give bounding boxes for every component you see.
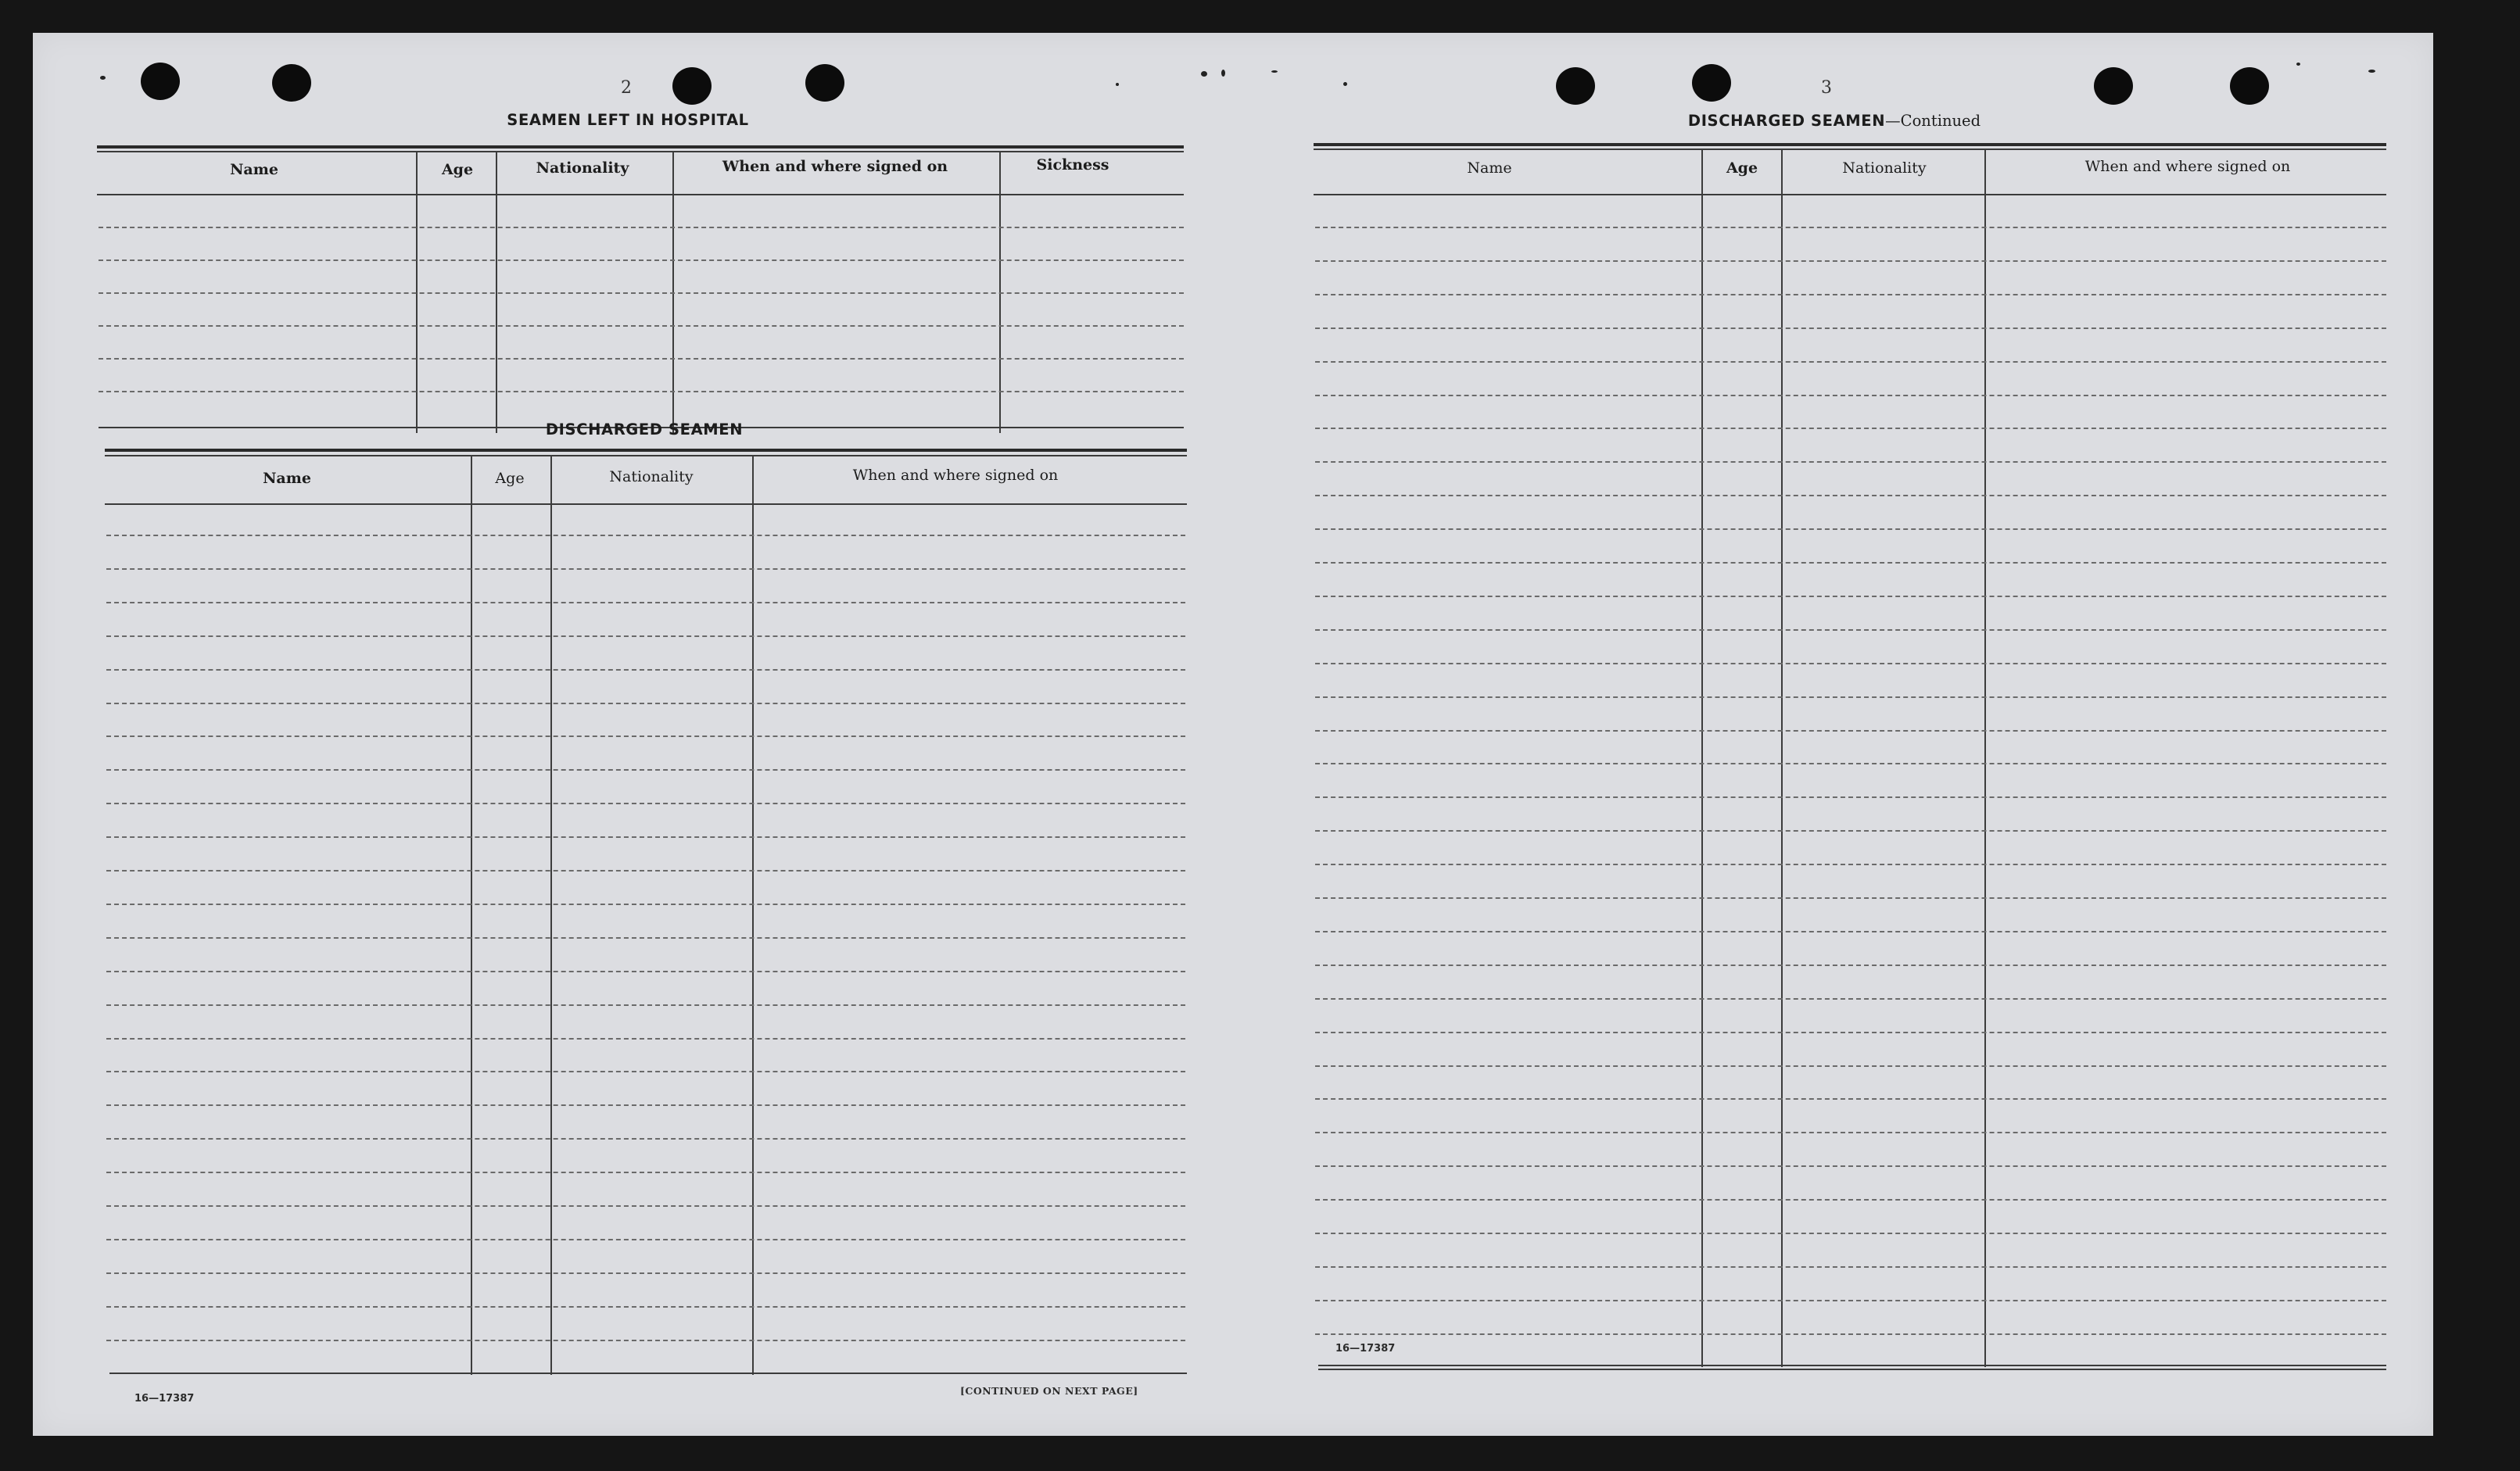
entry-line: [1315, 1233, 2386, 1234]
entry-line: [1315, 1032, 2386, 1033]
entry-line: [1315, 327, 2386, 329]
continued-note: [CONTINUED ON NEXT PAGE]: [960, 1385, 1138, 1397]
entry-line: [106, 568, 1185, 570]
section-rule: [97, 145, 1184, 149]
entry-line: [106, 1340, 1185, 1341]
column-divider: [1781, 149, 1783, 1367]
entry-line: [1315, 998, 2386, 1000]
page-number: 2: [621, 78, 632, 98]
entry-line: [1315, 260, 2386, 262]
entry-line: [106, 1172, 1185, 1173]
column-divider: [752, 456, 754, 1375]
col-header-name: Name: [1467, 159, 1512, 177]
entry-line: [1315, 796, 2386, 798]
entry-line: [1315, 495, 2386, 496]
section-title-suffix: —Continued: [1885, 112, 1981, 130]
hospital-section-title: SEAMEN LEFT IN HOSPITAL: [507, 111, 749, 129]
section-title-text: DISCHARGED SEAMEN: [1687, 112, 1886, 130]
right-page: [1229, 33, 2433, 1436]
entry-line: [106, 635, 1185, 637]
col-header-name: Name: [230, 161, 278, 178]
entry-line: [106, 904, 1185, 905]
col-header-age: Age: [495, 470, 525, 487]
section-rule: [1314, 149, 2386, 150]
entry-line: [1315, 461, 2386, 463]
header-rule: [1314, 194, 2386, 195]
entry-line: [99, 325, 1184, 327]
page-number: 3: [1821, 78, 1832, 98]
section-rule: [105, 449, 1187, 452]
entry-line: [106, 1239, 1185, 1240]
col-header-sickness: Sickness: [1036, 156, 1109, 174]
entry-line: [106, 736, 1185, 737]
section-rule: [1314, 143, 2386, 146]
header-rule: [97, 194, 1184, 195]
entry-line: [1315, 830, 2386, 832]
page-bottom-rule: [109, 1373, 1187, 1374]
entry-line: [99, 358, 1184, 360]
entry-line: [106, 669, 1185, 671]
entry-line: [106, 602, 1185, 603]
entry-line: [106, 937, 1185, 939]
entry-line: [1315, 763, 2386, 764]
entry-line: [106, 870, 1185, 872]
entry-line: [1315, 897, 2386, 899]
entry-line: [1315, 965, 2386, 966]
entry-line: [1315, 629, 2386, 631]
header-rule: [105, 503, 1187, 505]
entry-line: [1315, 931, 2386, 932]
entry-line: [99, 391, 1184, 392]
entry-line: [106, 1272, 1185, 1274]
column-divider: [471, 456, 472, 1375]
page-bottom-rule: [1318, 1369, 2386, 1370]
entry-line: [1315, 1333, 2386, 1335]
entry-line: [106, 803, 1185, 804]
entry-line: [106, 1004, 1185, 1006]
entry-line: [1315, 428, 2386, 429]
entry-line: [1315, 294, 2386, 295]
section-rule: [105, 455, 1187, 456]
col-header-when-where: When and where signed on: [2084, 158, 2291, 175]
entry-line: [106, 1104, 1185, 1106]
entry-line: [1315, 1165, 2386, 1167]
col-header-when-where: When and where signed on: [722, 158, 948, 175]
entry-line: [106, 1038, 1185, 1040]
entry-line: [1315, 562, 2386, 564]
section-rule: [97, 151, 1184, 152]
column-divider: [1701, 149, 1703, 1367]
entry-line: [1315, 730, 2386, 732]
page-bottom-rule: [1318, 1365, 2386, 1366]
col-header-nationality: Nationality: [1842, 159, 1927, 177]
document-sheet: [33, 33, 2433, 1436]
entry-line: [99, 227, 1184, 228]
entry-line: [106, 535, 1185, 536]
entry-line: [106, 1205, 1185, 1207]
left-page: [33, 33, 1229, 1436]
col-header-name: Name: [263, 470, 311, 487]
form-number: 16—17387: [134, 1393, 195, 1405]
entry-line: [1315, 663, 2386, 664]
entry-line: [1315, 596, 2386, 597]
col-header-nationality: Nationality: [536, 159, 629, 177]
discharged-section-title: DISCHARGED SEAMEN: [545, 421, 744, 438]
entry-line: [1315, 361, 2386, 363]
entry-line: [1315, 1065, 2386, 1067]
entry-line: [1315, 1132, 2386, 1133]
entry-line: [1315, 1199, 2386, 1201]
col-header-nationality: Nationality: [609, 468, 694, 485]
column-divider: [550, 456, 552, 1375]
entry-line: [1315, 395, 2386, 396]
entry-line: [1315, 1300, 2386, 1301]
col-header-age: Age: [1726, 159, 1758, 177]
entry-line: [1315, 1266, 2386, 1268]
entry-line: [1315, 528, 2386, 530]
entry-line: [1315, 1098, 2386, 1100]
entry-line: [99, 292, 1184, 294]
entry-line: [106, 1306, 1185, 1308]
discharged-continued-title: [1688, 112, 1981, 130]
entry-line: [106, 769, 1185, 771]
entry-line: [99, 259, 1184, 261]
form-number: 16—17387: [1335, 1343, 1396, 1355]
col-header-when-where: When and where signed on: [852, 467, 1059, 484]
entry-line: [106, 703, 1185, 704]
entry-line: [1315, 864, 2386, 865]
entry-line: [1315, 227, 2386, 228]
entry-line: [106, 971, 1185, 972]
entry-line: [106, 1138, 1185, 1140]
entry-line: [106, 1071, 1185, 1072]
column-divider: [1984, 149, 1986, 1367]
entry-line: [106, 836, 1185, 838]
col-header-age: Age: [441, 161, 474, 178]
entry-line: [1315, 696, 2386, 698]
